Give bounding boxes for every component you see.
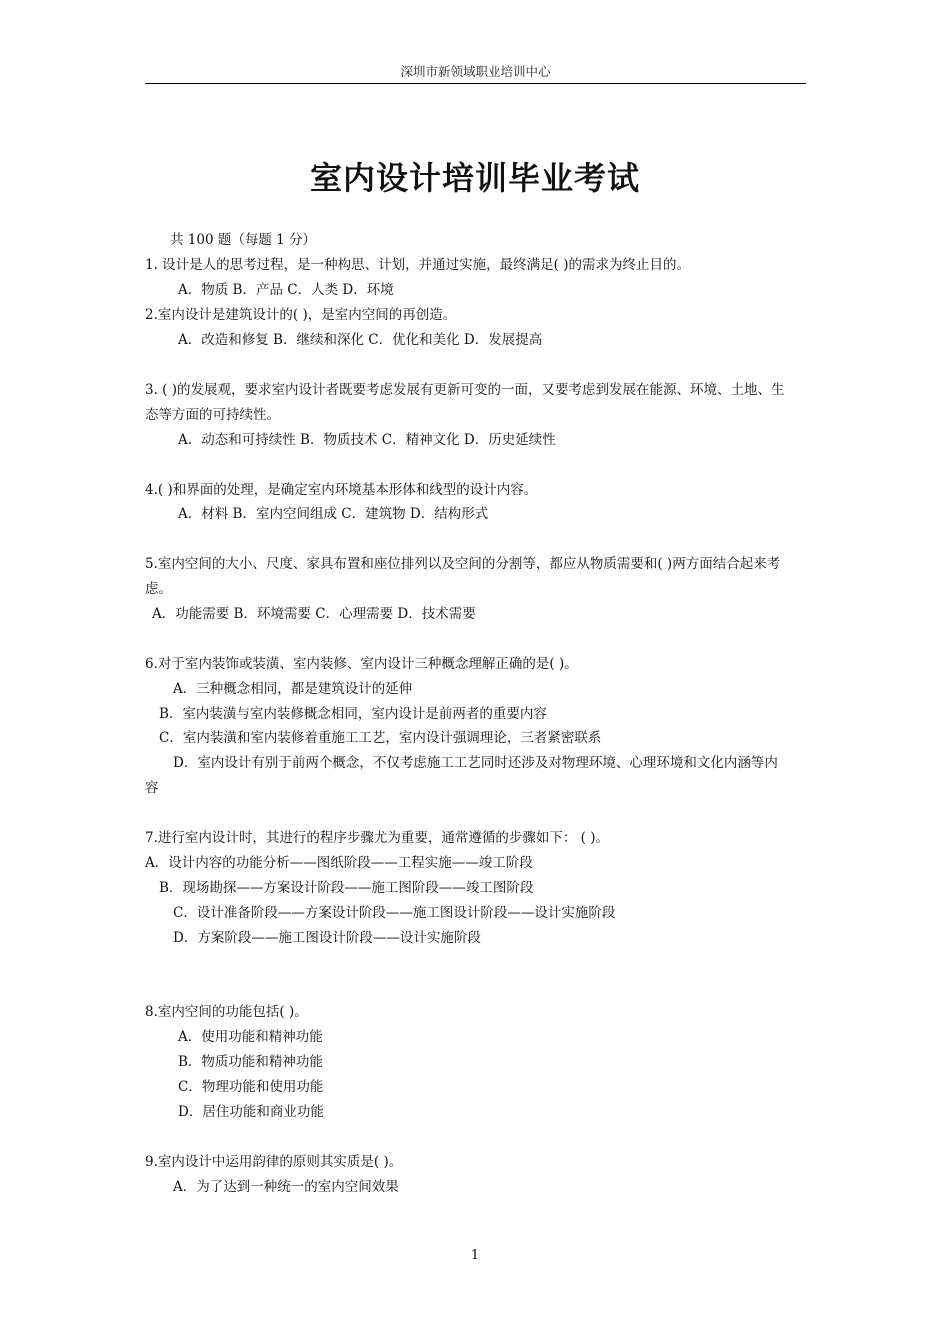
page-number: 1: [470, 1248, 480, 1263]
question-3-options: A．动态和可持续性 B．物质技术 C．精神文化 D．历史延续性: [178, 432, 556, 448]
question-9-option-a: A．为了达到一种统一的室内空间效果: [173, 1179, 399, 1195]
question-1: 1. 设计是人的思考过程，是一种构思、计划，并通过实施，最终满足( )的需求为终止目的。: [145, 257, 690, 273]
question-7: 7.进行室内设计时，其进行的程序步骤尤为重要，通常遵循的步骤如下： ( )。: [145, 830, 609, 846]
question-6-option-b: B．室内装潢与室内装修概念相同，室内设计是前两者的重要内容: [159, 706, 547, 722]
exam-title: 室内设计培训毕业考试: [309, 159, 640, 197]
question-4: 4.( )和界面的处理，是确定室内环境基本形体和线型的设计内容。: [145, 482, 538, 498]
question-7-option-b: B．现场勘探——方案设计阶段——施工图阶段——竣工图阶段: [159, 880, 534, 896]
question-8-option-c: C．物理功能和使用功能: [178, 1079, 324, 1095]
question-1-options: A．物质 B．产品 C．人类 D．环境: [178, 282, 394, 298]
question-8: 8.室内空间的功能包括( )。: [145, 1004, 308, 1020]
header-rule: [145, 83, 806, 84]
question-6-option-a: A．三种概念相同，都是建筑设计的延伸: [173, 681, 413, 697]
question-7-option-d: D．方案阶段——施工图设计阶段——设计实施阶段: [173, 930, 481, 946]
question-5-cont: 虑。: [145, 581, 172, 597]
question-4-options: A．材料 B．室内空间组成 C．建筑物 D．结构形式: [178, 506, 489, 522]
question-6-option-d: D．室内设计有别于前两个概念，不仅考虑施工工艺同时还涉及对物理环境、心理环境和文化内涵等内: [173, 755, 778, 771]
question-2-options: A．改造和修复 B．继续和深化 C．优化和美化 D．发展提高: [178, 332, 543, 348]
question-8-option-b: B．物质功能和精神功能: [178, 1054, 323, 1070]
question-7-option-c: C．设计准备阶段——方案设计阶段——施工图设计阶段——设计实施阶段: [173, 905, 616, 921]
question-9: 9.室内设计中运用韵律的原则其实质是( )。: [145, 1154, 403, 1170]
exam-intro: 共 100 题（每题 1 分）: [170, 232, 317, 248]
page-header: 深圳市新领域职业培训中心: [400, 64, 551, 79]
question-8-option-a: A．使用功能和精神功能: [178, 1029, 323, 1045]
question-3: 3. ( )的发展观，要求室内设计者既要考虑发展有更新可变的一面，又要考虑到发展在能源、环境、土地、生: [145, 382, 785, 398]
question-6-option-d-cont: 容: [145, 780, 159, 796]
question-5: 5.室内空间的大小、尺度、家具布置和座位排列以及空间的分割等，都应从物质需要和( )两方面结合起来考: [145, 556, 781, 572]
question-2: 2.室内设计是建筑设计的( )，是室内空间的再创造。: [145, 307, 457, 323]
question-8-option-d: D．居住功能和商业功能: [178, 1104, 324, 1120]
question-6-option-c: C．室内装潢和室内装修着重施工工艺，室内设计强调理论，三者紧密联系: [159, 730, 602, 746]
question-3-cont: 态等方面的可持续性。: [145, 407, 280, 423]
question-7-option-a: A．设计内容的功能分析——图纸阶段——工程实施——竣工阶段: [145, 855, 533, 871]
question-6: 6.对于室内装饰或装潢、室内装修、室内设计三种概念理解正确的是( )。: [145, 656, 578, 672]
question-5-options: A．功能需要 B．环境需要 C．心理需要 D．技术需要: [152, 606, 476, 622]
